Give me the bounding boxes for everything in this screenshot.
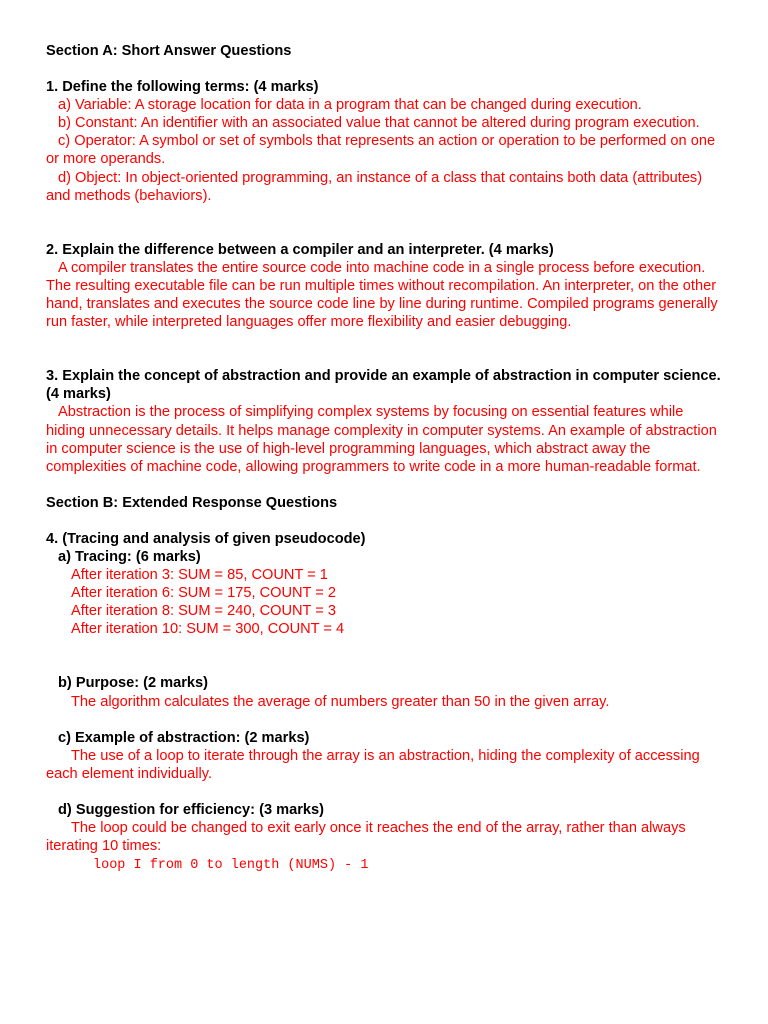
q1-answer-a: a) Variable: A storage location for data in a program that can be changed during execution. — [58, 97, 642, 114]
q3-answer: Abstraction is the process of simplifying complex systems by focusing on essential features while hiding unnecessary details. It helps manage complexity in computer systems. An example of abstraction in computer science is the use of high-level programming languages, which abstract away the complexities of machine code, allowing programmers to write code in a more human-readable format. — [46, 404, 721, 475]
section-b-heading: Section B: Extended Response Questions — [46, 494, 338, 511]
trace-line: After iteration 8: SUM = 240, COUNT = 3 — [71, 603, 336, 620]
pseudocode-line: loop I from 0 to length (NUMS) - 1 — [93, 858, 369, 874]
q4b-answer: The algorithm calculates the average of numbers greater than 50 in the given array. — [71, 693, 610, 710]
q4d-answer: The loop could be changed to exit early once it reaches the end of the array, rather than always iterating 10 times: — [46, 820, 690, 855]
q4c-title: c) Example of abstraction: (2 marks) — [58, 729, 310, 746]
question-1-title: 1. Define the following terms: (4 marks) — [46, 79, 319, 96]
q4d-title: d) Suggestion for efficiency: (3 marks) — [58, 801, 324, 818]
question-3-title: 3. Explain the concept of abstraction and provide an example of abstraction in computer science. (4 marks) — [46, 368, 725, 403]
section-a-heading: Section A: Short Answer Questions — [46, 43, 292, 59]
trace-line: After iteration 10: SUM = 300, COUNT = 4 — [71, 621, 345, 638]
document — [46, 42, 726, 875]
question-4-title: 4. (Tracing and analysis of given pseudocode) — [46, 530, 366, 547]
q2-answer: A compiler translates the entire source code into machine code in a single process before execution. The resulting executable file can be run multiple times without recompilation. An interpreter, on the other hand, translates and executes the source code line by line during runtime. Compiled programs generally run faster, while interpreted languages offer more flexibility and easier debugging. — [46, 259, 722, 331]
trace-line: After iteration 6: SUM = 175, COUNT = 2 — [71, 585, 336, 602]
q1-answer-c: c) Operator: A symbol or set of symbols that represents an action or operation to be performed on one or more operands. — [46, 133, 720, 168]
q1-answer-d: d) Object: In object-oriented programming, an instance of a class that contains both data (attributes) and methods (behaviors). — [46, 169, 707, 204]
q4a-title: a) Tracing: (6 marks) — [58, 548, 201, 565]
trace-line: After iteration 3: SUM = 85, COUNT = 1 — [71, 567, 328, 584]
q4b-title: b) Purpose: (2 marks) — [58, 675, 209, 692]
q1-answer-b: b) Constant: An identifier with an associated value that cannot be altered during program execution. — [58, 115, 700, 132]
question-2-title: 2. Explain the difference between a compiler and an interpreter. (4 marks) — [46, 241, 554, 258]
q4c-answer: The use of a loop to iterate through the array is an abstraction, hiding the complexity of accessing each element individually. — [46, 747, 704, 782]
